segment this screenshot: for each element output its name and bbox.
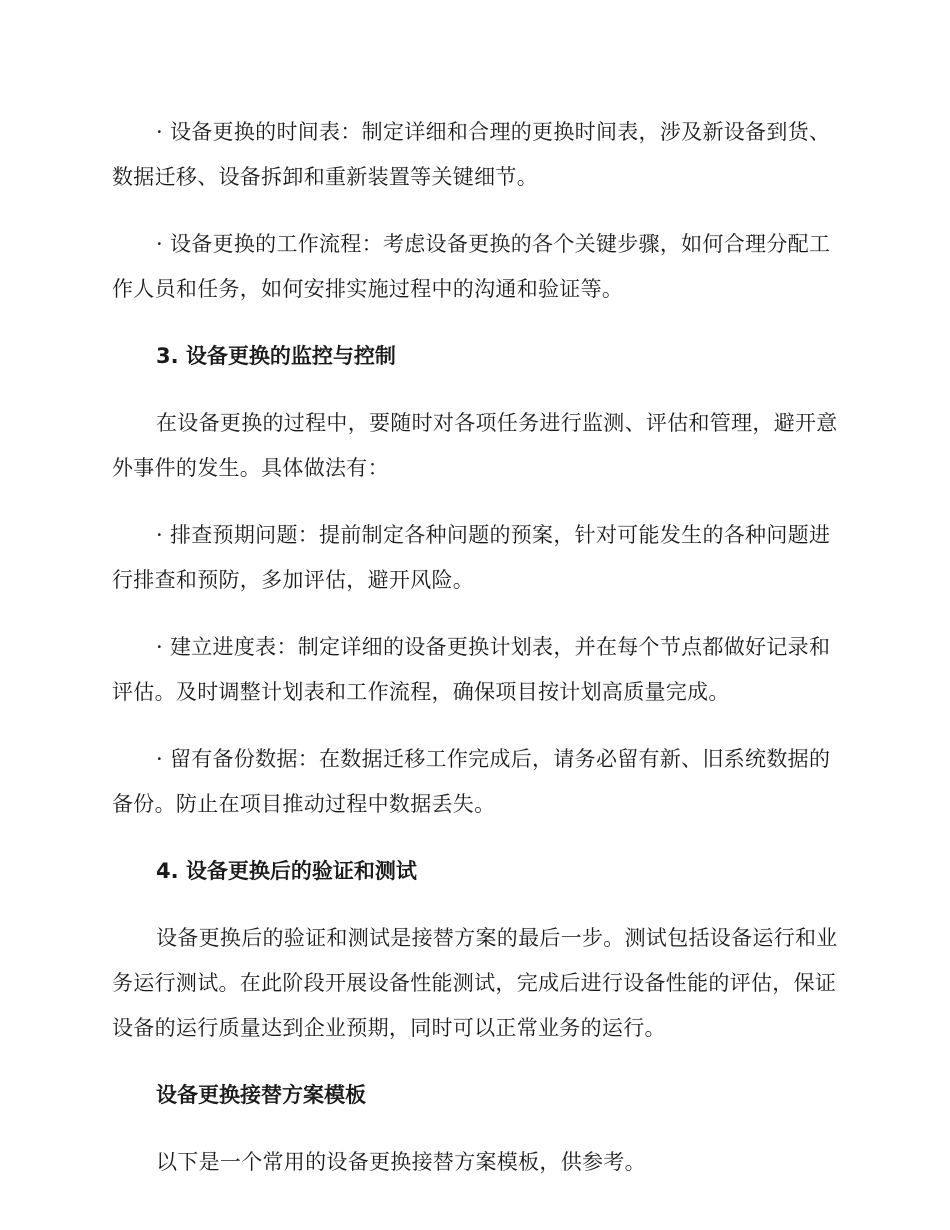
bullet-backup-data: · 留有备份数据：在数据迁移工作完成后，请务必留有新、旧系统数据的备份。防止在项目推动过程中数据丢失。	[112, 747, 831, 816]
bullet-issue-check: · 排查预期问题：提前制定各种问题的预案，针对可能发生的各种问题进行排查和预防，多加评估，避开风险。	[112, 523, 831, 592]
paragraph-monitoring-intro: 在设备更换的过程中，要随时对各项任务进行监测、评估和管理，避开意外事件的发生。具体做法有：	[112, 411, 838, 480]
bullet-replacement-schedule: · 设备更换的时间表：制定详细和合理的更换时间表，涉及新设备到货、数据迁移、设备拆卸和重新装置等关键细节。	[112, 120, 831, 189]
bullet-replacement-workflow: · 设备更换的工作流程：考虑设备更换的各个关键步骤，如何合理分配工作人员和任务，如何安排实施过程中的沟通和验证等。	[112, 232, 831, 301]
section-heading-template: 设备更换接替方案模板	[156, 1083, 366, 1107]
section-heading-monitoring: 3. 设备更换的监控与控制	[156, 344, 396, 368]
section-heading-verification: 4. 设备更换后的验证和测试	[156, 859, 417, 883]
paragraph-verification: 设备更换后的验证和测试是接替方案的最后一步。测试包括设备运行和业务运行测试。在此阶段开展设备性能测试，完成后进行设备性能的评估，保证设备的运行质量达到企业预期，同时可以正常业务的运行。	[112, 926, 838, 1040]
paragraph-template-intro: 以下是一个常用的设备更换接替方案模板，供参考。	[156, 1150, 646, 1174]
bullet-progress-table: · 建立进度表：制定详细的设备更换计划表，并在每个节点都做好记录和评估。及时调整计划表和工作流程，确保项目按计划高质量完成。	[112, 635, 831, 704]
